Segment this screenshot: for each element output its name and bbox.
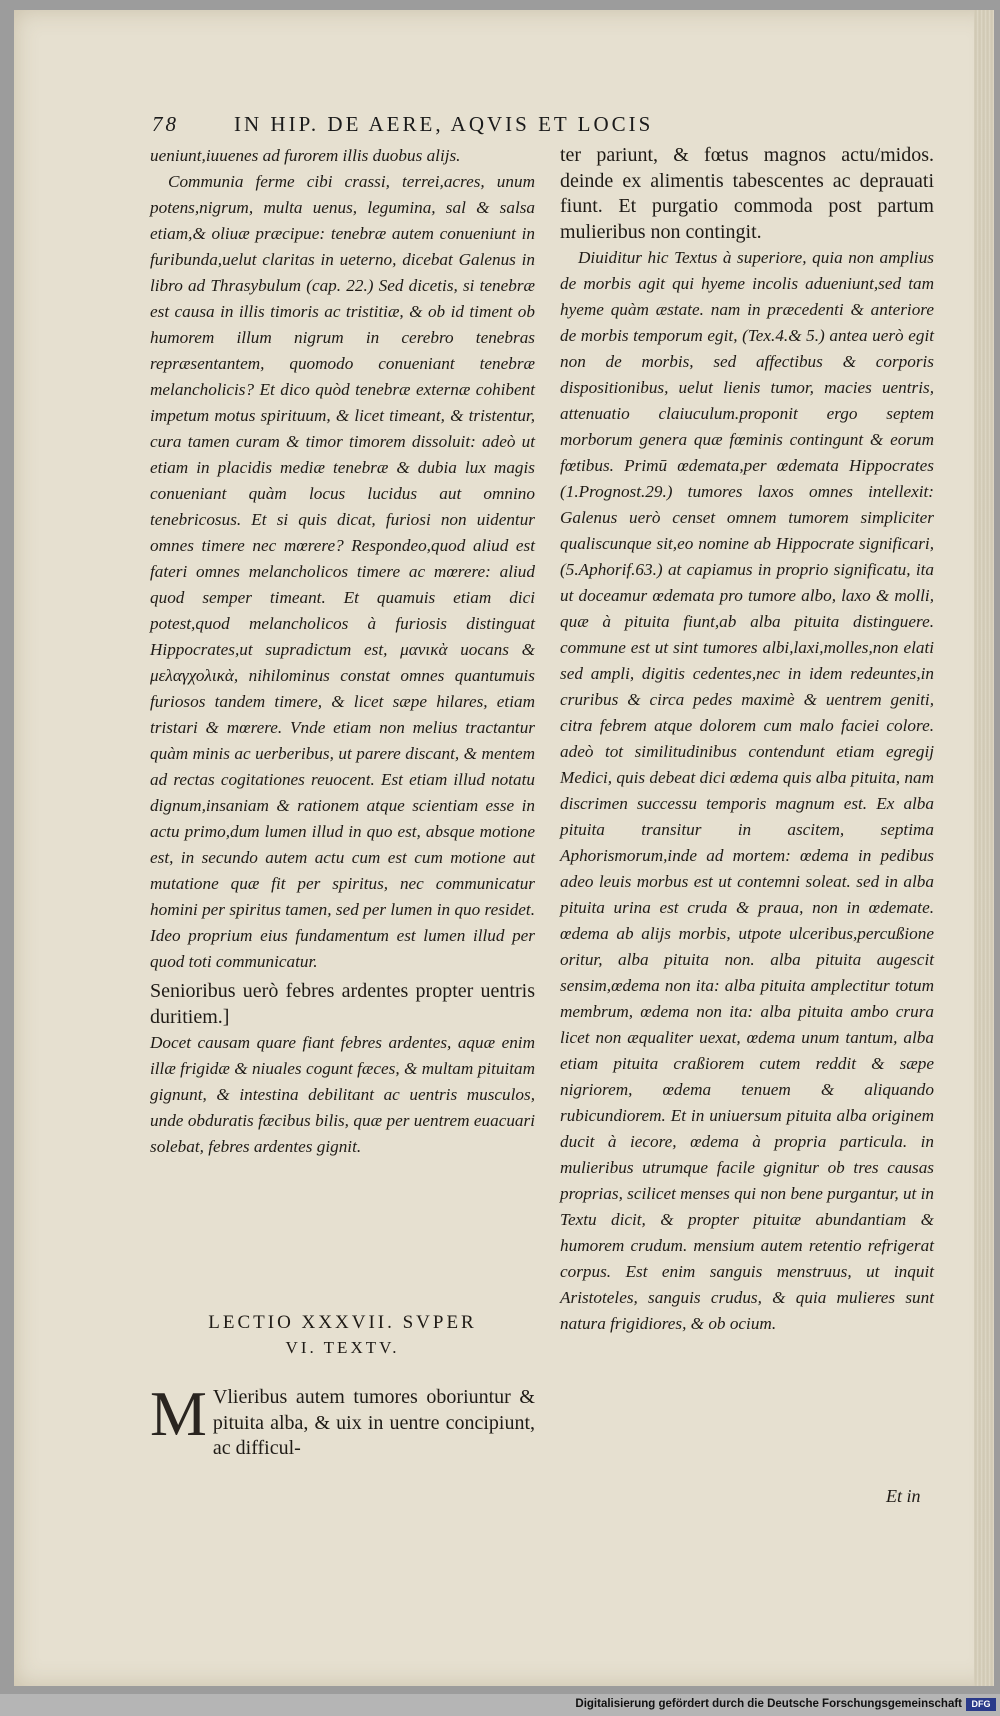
- section-text-body: Vlieribus autem tumores oboriuntur & pituita alba, & uix in uentre concipiunt, ac difficul-: [212, 1386, 535, 1460]
- footer-text: Digitalisierung gefördert durch die Deutsche Forschungsgemeinschaft: [575, 1698, 962, 1710]
- running-title: IN HIP. DE AERE, AQVIS ET LOCIS: [234, 112, 654, 136]
- page-edge: [974, 10, 994, 1686]
- page-number: 78: [152, 112, 179, 136]
- section-text: [150, 1378, 535, 1462]
- lectio-heading: [150, 1310, 535, 1360]
- left-paragraph-2: Communia ferme cibi crassi, terrei,acres, unum potens,nigrum, multa uenus, legumina, sal & salsa etiam,& oliuæ præcipue: tenebræ autem conueniunt in furibunda,uelut claritas in ueterno, dicebat Galenus in libro ad Thrasybulum (cap. 22.) Sed dicetis, si tenebræ est causa in illis timoris ac tristitiæ, & ob id timent ob humorem illum nigrum in cerebro tenebras repræsentantem, quomodo conueniant tenebræ melancholicis? Et dico quòd tenebræ externæ cohibent impetum motus spirituum, & licet timeant, & tristentur, cura tamen curam & timor timorem dissoluit: adeò ut etiam in placidis mediæ tenebræ & dubia lux magis conueniant quàm locus lucidus aut omnino tenebricosus. Et si quis dicat, furiosi non uidentur omnes timere nec mœrere? Respondeo,quod aliud est fateri omnes melancholicos timere ac mœrere: aliud quod semper timeant. Et quamuis etiam dici potest,quod melancholicos à furiosis distinguat Hippocrates,ut supradictum est, μανικὰ uocans & μελαγχολικὰ, nihilominus constat omnes quantumuis furiosos tandem timere, & licet sæpe hilares, etiam tristari & mœrere. Vnde etiam non melius tractantur quàm minis ac uerberibus, ut parere discant, & mentem ad rectas cogitationes reuocent. Est etiam illud notatu dignum,insaniam & rationem atque scientiam esse in actu primo,dum lumen illud in quo est, absque motione est, in secundo autem actu cum est cum motione aut mutatione quæ fit per spiritus, nec communicatur homini per spiritus tamen, sed per lumen in quo residet. Ideo proprium eius fundamentum est lumen illud per quod toti communicatur.: [150, 172, 535, 971]
- lectio-line-1: LECTIO XXXVII. SVPER: [208, 1312, 477, 1333]
- running-header: [152, 112, 842, 142]
- lemma-heading: Senioribus uerò febres ardentes propter uentris duritiem.]: [150, 980, 535, 1028]
- right-continuation: ter pariunt, & fœtus magnos actu/midos. deinde ex alimentis tabescentes ac deprauati fiunt. Et purgatio commoda post partum mulieribus non contingit.: [560, 144, 934, 243]
- right-commentary: Diuiditur hic Textus à superiore, quia non amplius de morbis agit qui hyeme incolis adueniunt,sed tam hyeme quàm æstate. nam in præcedenti & anteriore de morbis temporum egit, (Tex.4.& 5.) antea uerò egit non de morbis, sed affectibus & corporis dispositionibus, uelut lienis tumor, macies uentris, attenuatio claiuculum.proponit ergo septem morborum genera quæ fœminis contingunt & eorum fœtibus. Primū œdemata,per œdemata Hippocrates (1.Prognost.29.) tumores laxos omnes intellexit: Galenus uerò censet omnem tumorem simpliciter qualiscunque sit,eo nomine ab Hippocrate significari, (5.Aphorif.63.) at capiamus in proprio significatu, ita ut doceamur œdemata pro tumore albo, laxo & molli, quæ à pituita fiunt,ab alba pituita distinguere. commune est ut sint tumores albi,laxi,molles,non elati sed ampli, digitis cedentes,nec in idem redeuntes,in cruribus & circa pedes maximè & uentrem geniti, citra febrem atque dolorem cum malo faciei colore. adeò tot similitudinibus contendunt etiam egregij Medici, quis debeat dici œdema quis alba pituita, nam discrimen successu temporis magnum est. Ex alba pituita transitur in ascitem, septima Aphorismorum,inde ad mortem: œdema in pedibus adeo leuis morbus est ut contemni soleat. sed in alba pituita urina est cruda & praua, non in œdemate. œdema ab alijs morbis, utpote ulceribus,percußione oritur, alba pituita non. alba pituita augescit sensim,œdema non ita: alba pituita amplectitur totum membrum, œdema non ita: alba pituita ambo crura licet non æqualiter uexat, œdema unum tantum, alba etiam pituita craßiorem cutem reddit & sæpe nigriorem, œdema tenuem & aliquando rubicundiorem. Et in uniuersum pituita alba originem ducit à iecore, œdema à propria particula. in mulieribus utrumque facile gignitur ob tres causas proprias, scilicet menses qui non bene purgantur, ut in Textu dicit, & propter pituitæ abundantiam & humorem crudum. mensium autem retentio refrigerat corpus. Est enim sanguis menstruus, ut inquit Aristoteles, sanguis crudus, & quia mulieres sunt natura frigidiores, & ob ocium.: [560, 248, 934, 1334]
- digitization-footer: [0, 1694, 1000, 1716]
- drop-cap: M: [150, 1378, 207, 1449]
- lectio-line-2: VI. TEXTV.: [285, 1338, 400, 1357]
- left-commentary: Docet causam quare fiant febres ardentes, aquæ enim illæ frigidæ & niuales cogunt fæces, & multam pituitam gignunt, & intestina debilitant ac uentris musculos, unde obduratis fæcibus bilis, quæ per uentrem euacuari solebat, febres ardentes gignit.: [150, 1033, 535, 1157]
- catchword: Et in: [886, 1486, 921, 1506]
- right-column: [560, 143, 934, 1337]
- left-column: [150, 143, 535, 1160]
- left-paragraph-1: ueniunt,iuuenes ad furorem illis duobus alijs.: [150, 146, 461, 165]
- dfg-logo: DFG: [966, 1698, 996, 1711]
